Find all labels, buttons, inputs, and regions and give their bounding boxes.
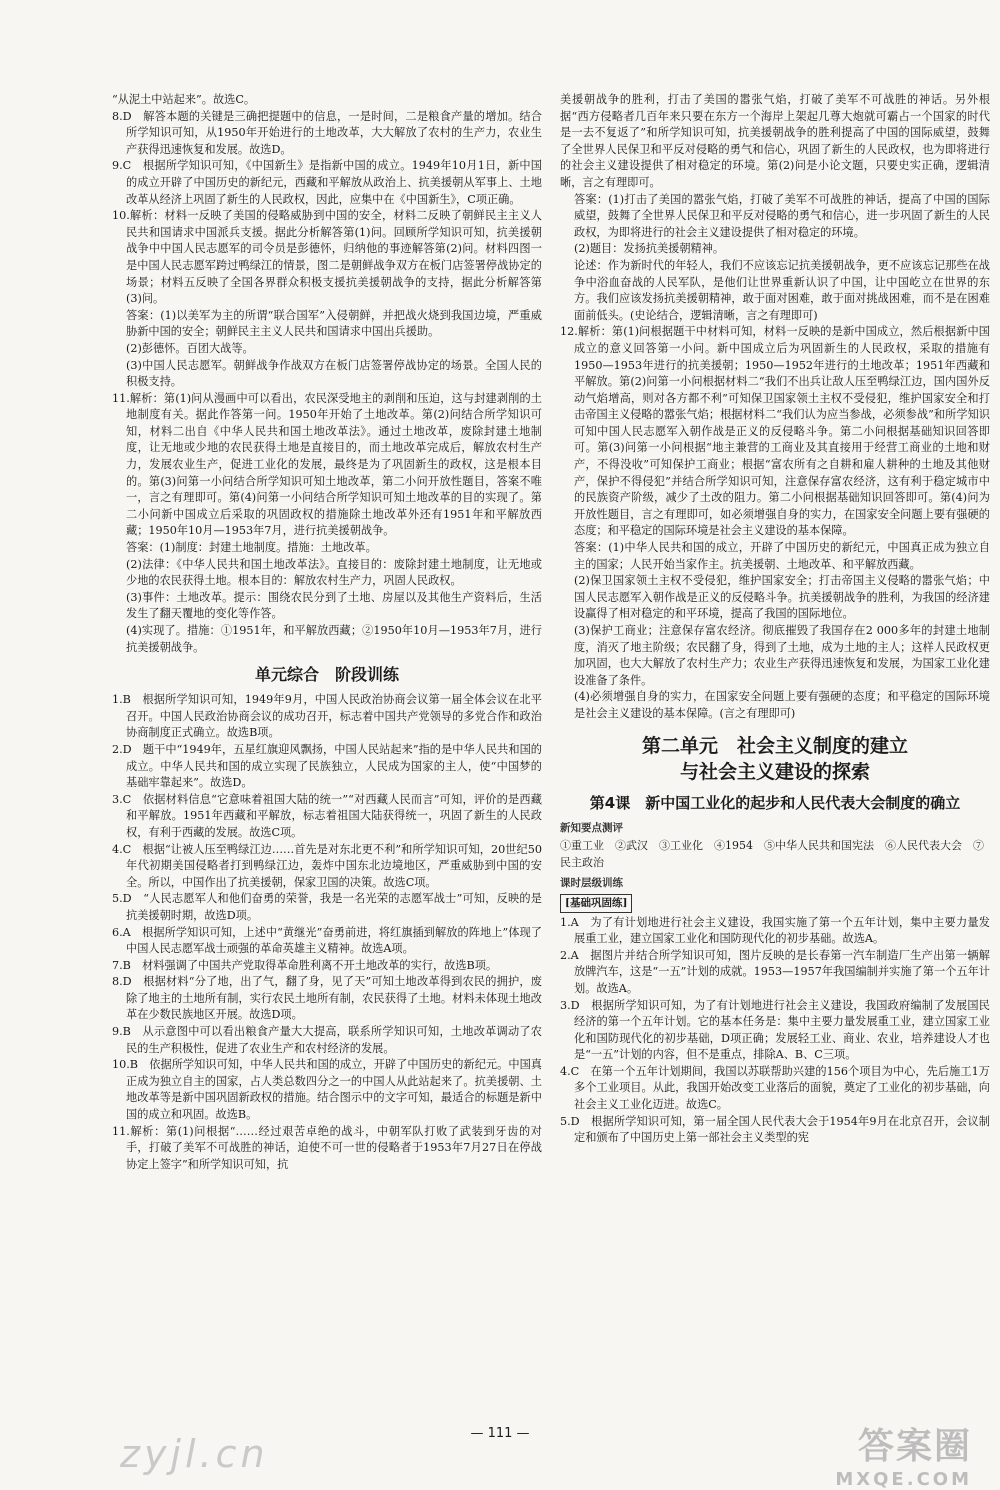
answer-paragraph: (2)法律：《中华人民共和国土地改革法》。直接目的：废除封建土地制度，让无地或少地的农民获得土地。根本目的：解放农村生产力，巩固人民政权。: [126, 557, 542, 588]
subsection-label: 课时层级训练: [560, 877, 623, 890]
watermark-left: zyjl.cn: [120, 1432, 269, 1476]
question-item: 8.D 根据材料“分了地，出了气，翻了身，见了天”可知土地改革得到农民的拥护，废除了地主的土地所有制，实行农民土地所有制，农民获得了土地。材料未体现土地改革在少数民族地区开展。故选D项。: [112, 975, 542, 1022]
watermark-right-url: MXQE.COM: [835, 1469, 972, 1490]
question-item: 1.B 根据所学知识可知，1949年9月，中国人民政治协商会议第一届全体会议在北平召开。中国人民政治协商会议的成功召开，标志着中国共产党领导的多党合作和政治协商制度正式确立。故选B项。: [112, 693, 542, 740]
answer-paragraph: (2)保卫国家领土主权不受侵犯，维护国家安全；打击帝国主义侵略的嚣张气焰；中国人民志愿军入朝作战是正义的反侵略斗争。抗美援朝战争的胜利，为我国的经济建设赢得了相对稳定的和平环境，提高了我国的国际地位。: [574, 574, 990, 621]
left-column: [112, 92, 542, 1173]
watermark-right: [835, 1418, 972, 1490]
question-item: 2.D 题干中“1949年，五星红旗迎风飘扬，中国人民站起来”指的是中华人民共和国的成立。中华人民共和国的成立实现了民族独立，人民成为国家的主人，使“中国梦的基础牢靠起来”。故选D。: [112, 742, 542, 790]
paragraph: 美援朝战争的胜利，打击了美国的嚣张气焰，打破了美军不可战胜的神话。另外根据“西方侵略者几百年来只要在东方一个海岸上架起几尊大炮就可霸占一个国家的时代是一去不复返了”和所学知识可知，抗美援朝战争的胜利提高了中国的国际威望，鼓舞了全世界人民保卫和平反对侵略的勇气和信心，巩固了新生的人民政权，也为即将进行的社会主义建设提供了相对稳定的环境。第(2)问是小论文题，只要史实正确，逻辑清晰，言之有理即可。: [560, 93, 990, 189]
question-item: 9.C 根据所学知识可知，《中国新生》是指新中国的成立。1949年10月1日，新中国的成立开辟了中国历史的新纪元，西藏和平解放从政治上、抗美援朝从军事上、土地改革从经济上巩固了新生的人民政权，因此，应集中在《中国新生》，C项正确。: [112, 159, 542, 206]
answer-paragraph: (3)事件：土地改革。提示：围绕农民分到了土地、房屋以及其他生产资料后，生活发生了翻天覆地的变化等作答。: [126, 590, 542, 621]
unit-heading: 与社会主义建设的探索: [679, 760, 870, 783]
question-item: 12.解析：第(1)问根据题干中材料可知，材料一反映的是新中国成立，然后根据新中国成立的意义回答第一小问。新中国成立后为巩固新生的人民政权，采取的措施有1950—1953年进行的抗美援朝；1950—1952年进行的土地改革；1951年西藏和平解放。第(2)问第一小问根据材料二“我们不出兵让敌人压至鸭绿江边，国内国外反动气焰增高，则对各方都不利”可知保卫国家领土主权不受侵犯，维护国家安全和打击帝国主义侵略的嚣张气焰；根据材料二“我们认为应当参战，必须参战”和所学知识可知中国人民志愿军入朝作战是正义的反侵略斗争。第二小问根据基础知识回答即可。第(3)问第一小问根据“地主兼营的工商业及其直接用于经营工商业的土地和财产，不得没收”可知保护工商业；根据“富农所有之自耕和雇人耕种的土地及其他财产，保护不得侵犯”并结合所学知识可知，注意保存富农经济，这有利于稳定城市中的民族资产阶级，减少了土改的阻力。第二小问根据基础知识回答即可。第(4)问为开放性题目，言之有理即可，如必须增强自身的实力，在国家安全问题上要有强硬的态度；和平稳定的国际环境是社会主义建设的基本保障。: [560, 325, 990, 538]
practice-label: [基础巩固练]: [560, 894, 632, 913]
answer-paragraph: 答案：(1)制度：封建土地制度。措施：土地改革。: [126, 541, 377, 555]
answer-paragraph: 论述：作为新时代的年轻人，我们不应该忘记抗美援朝战争，更不应该忘记那些在战争中浴血奋战的人民军队，是他们让世界重新认识了中国，让中国屹立在世界的东方。我们应该发扬抗美援朝精神，敢于面对困难，敢于面对挑战困难，而不是在困难面前低头。(史论结合，逻辑清晰，言之有理即可): [574, 258, 990, 322]
page-number: — 111 —: [470, 1426, 530, 1441]
question-item: 4.C 根据“让被人压至鸭绿江边……首先是对东北更不利”和所学知识可知，20世纪50年代初期美国侵略者打到鸭绿江边，轰炸中国东北边境地区，严重威胁到中国的安全。所以，中国作出了抗美援朝，保家卫国的决策。故选C项。: [112, 842, 542, 889]
lesson-heading: 第4课 新中国工业化的起步和人民代表大会制度的确立: [589, 793, 961, 812]
answer-paragraph: (2)题目：发扬抗美援朝精神。: [574, 242, 725, 256]
question-item: 10.解析：材料一反映了美国的侵略威胁到中国的安全，材料二反映了朝鲜民主主义人民共和国请求中国派兵支援。据此分析解答第(1)问。回顾所学知识可知，抗美援朝战争中中国人民志愿军的司令员是彭德怀，归纳他的事迹解答第(2)问。材料四图一是中国人民志愿军跨过鸭绿江的情景，图二是朝鲜战争双方在板门店签署停战协定的场景；材料五反映了全国各界群众积极支援抗美援朝战争的支持，据此分析解答第(3)问。: [112, 209, 542, 306]
answer-paragraph: (3)保护工商业；注意保存富农经济。彻底摧毁了我国存在2 000多年的封建土地制度，消灭了地主阶级；农民翻了身，得到了土地，成为土地的主人；这样人民政权更加巩固，也大大解放了农村生产力；农业生产获得迅速恢复和发展，为国家工业化建设准备了条件。: [574, 624, 990, 687]
watermark-right-title: 答案圈: [857, 1426, 972, 1467]
right-column: [560, 92, 990, 1147]
answer-paragraph: (4)实现了。措施：①1951年，和平解放西藏；②1950年10月—1953年7月，进行抗美援朝战争。: [126, 624, 542, 654]
question-item: 1.A 为了有计划地进行社会主义建设，我国实施了第一个五年计划，集中主要力量发展重工业，建立国家工业化和国防现代化的初步基础。故选A。: [560, 915, 990, 946]
question-item: 10.B 依据所学知识可知，中华人民共和国的成立，开辟了中国历史的新纪元。中国真正成为独立自主的国家，占人类总数四分之一的中国人从此站起来了。抗美援朝、土地改革等是新中国巩固新政权的措施。结合图示中的文字可知，最适合的标题是新中国的成立和巩固。故选B。: [112, 1058, 542, 1122]
paragraph: “从泥土中站起来”。故选C。: [112, 93, 256, 106]
question-item: 3.C 依据材料信息“它意味着祖国大陆的统一”“对西藏人民而言”可知，评价的是西藏和平解放。1951年西藏和平解放，标志着祖国大陆获得统一，巩固了新生的人民政权，有利于西藏的发展。故选C项。: [112, 792, 542, 839]
answer-paragraph: 答案：(1)以美军为主的所谓“联合国军”入侵朝鲜，并把战火烧到我国边境，严重威胁新中国的安全；朝鲜民主主义人民共和国请求中国出兵援助。: [126, 308, 542, 339]
question-item: 8.D 解答本题的关键是三确把提题中的信息，一是时间，二是粮食产量的增加。结合所学知识可知，从1950年开始进行的土地改革，大大解放了农村的生产力，农业生产获得迅速恢复和发展。故选D。: [112, 109, 542, 156]
question-item: 6.A 根据所学知识可知，上述中“黄继光”奋勇前进，将红旗插到解放的阵地上”体现了中国人民志愿军战士顽强的革命英雄主义精神。故选A项。: [112, 925, 542, 956]
question-item: 5.D “人民志愿军人和他们奋勇的荣誉，我是一名光荣的志愿军战士”可知，反映的是抗美援朝时期，故选D项。: [112, 892, 542, 922]
key-terms: ①重工业 ②武汉 ③工业化 ④1954 ⑤中华人民共和国宪法 ⑥人民代表大会 ⑦民主政治: [560, 839, 984, 869]
answer-paragraph: 答案：(1)打击了美国的嚣张气焰，打破了美军不可战胜的神话，提高了中国的国际威望，鼓舞了全世界人民保卫和平反对侵略的勇气和信心，进一步巩固了新生的人民政权，为即将进行的社会主义建设提供了相对稳定的环境。: [574, 192, 990, 239]
question-item: 5.D 根据所学知识可知，第一届全国人民代表大会于1954年9月在北京召开，会议制定和颁布了中国历史上第一部社会主义类型的宪: [560, 1114, 990, 1145]
question-item: 2.A 据图片并结合所学知识可知，图片反映的是长春第一汽车制造厂生产出第一辆解放牌汽车，这是“一五”计划的成就。1953—1957年我国编制并实施了第一个五年计划。故选A。: [560, 948, 990, 995]
answer-paragraph: (4)必须增强自身的实力，在国家安全问题上要有强硬的态度；和平稳定的国际环境是社会主义建设的基本保障。(言之有理即可): [574, 690, 990, 720]
answer-paragraph: (2)彭德怀。百团大战等。: [126, 341, 254, 355]
section-heading: 单元综合 阶段训练: [254, 665, 399, 685]
question-item: 3.D 根据所学知识可知，为了有计划地进行社会主义建设，我国政府编制了发展国民经济的第一个五年计划。它的基本任务是：集中主要力量发展重工业，建立国家工业化和国防现代化的初步基础，D项正确；发展轻工业、商业、农业，培养建设人才也是“一五”计划的内容，但不是重点，排除A、B、C三项。: [560, 998, 990, 1062]
question-item: 11.解析：第(1)问从漫画中可以看出，农民深受地主的剥削和压迫，这与封建剥削的土地制度有关。据此作答第一问。1950年开始了土地改革。第(2)问结合所学知识可知，材料二出自《中华人民共和国土地改革法》。通过土地改革，废除封建土地制度，让无地或少地的农民获得土地是直接目的，而土地改革完成后，解放农村生产力，发展农业生产，促进工业化的发展，最终是为了巩固新生的政权，这是根本目的。第(3)问第一小问结合所学知识可知土地改革，第二小问开放性题目，答案不唯一，言之有理即可。第(4)问第一小问结合所学知识可知土地改革的目的实现了。第二小问新中国成立后采取的巩固政权的措施除土地改革外还有1951年和平解放西藏；1950年10月—1953年7月，进行抗美援朝战争。: [112, 391, 542, 538]
unit-heading: 第二单元 社会主义制度的建立: [641, 734, 908, 757]
answer-paragraph: 答案：(1)中华人民共和国的成立，开辟了中国历史的新纪元，中国真正成为独立自主的国家；人民开始当家作主。抗美援朝、土地改革、和平解放西藏。: [574, 541, 990, 571]
question-item: 7.B 材料强调了中国共产党取得革命胜利离不开土地改革的实行，故选B项。: [112, 958, 498, 972]
question-item: 4.C 在第一个五年计划期间，我国以苏联帮助兴建的156个项目为中心，先后施工1万多个工业项目。从此，我国开始改变工业落后的面貌，奠定了工业化的初步基础，向社会主义工业化迈进。故选C。: [560, 1064, 990, 1112]
subsection-label: 新知要点测评: [560, 821, 623, 834]
question-item: 9.B 从示意图中可以看出粮食产量大大提高，联系所学知识可知，土地改革调动了农民的生产积极性，促进了农业生产和农村经济的发展。: [112, 1025, 542, 1055]
answer-paragraph: (3)中国人民志愿军。朝鲜战争作战双方在板门店签署停战协定的场景。全国人民的积极支持。: [126, 358, 542, 389]
question-item: 11.解析：第(1)问根据“……经过艰苦卓绝的战斗，中朝军队打败了武装到牙齿的对手，打破了美军不可战胜的神话，迫使不可一世的侵略者于1953年7月27日在停战协定上签字”和所学知识可知，抗: [112, 1124, 542, 1171]
